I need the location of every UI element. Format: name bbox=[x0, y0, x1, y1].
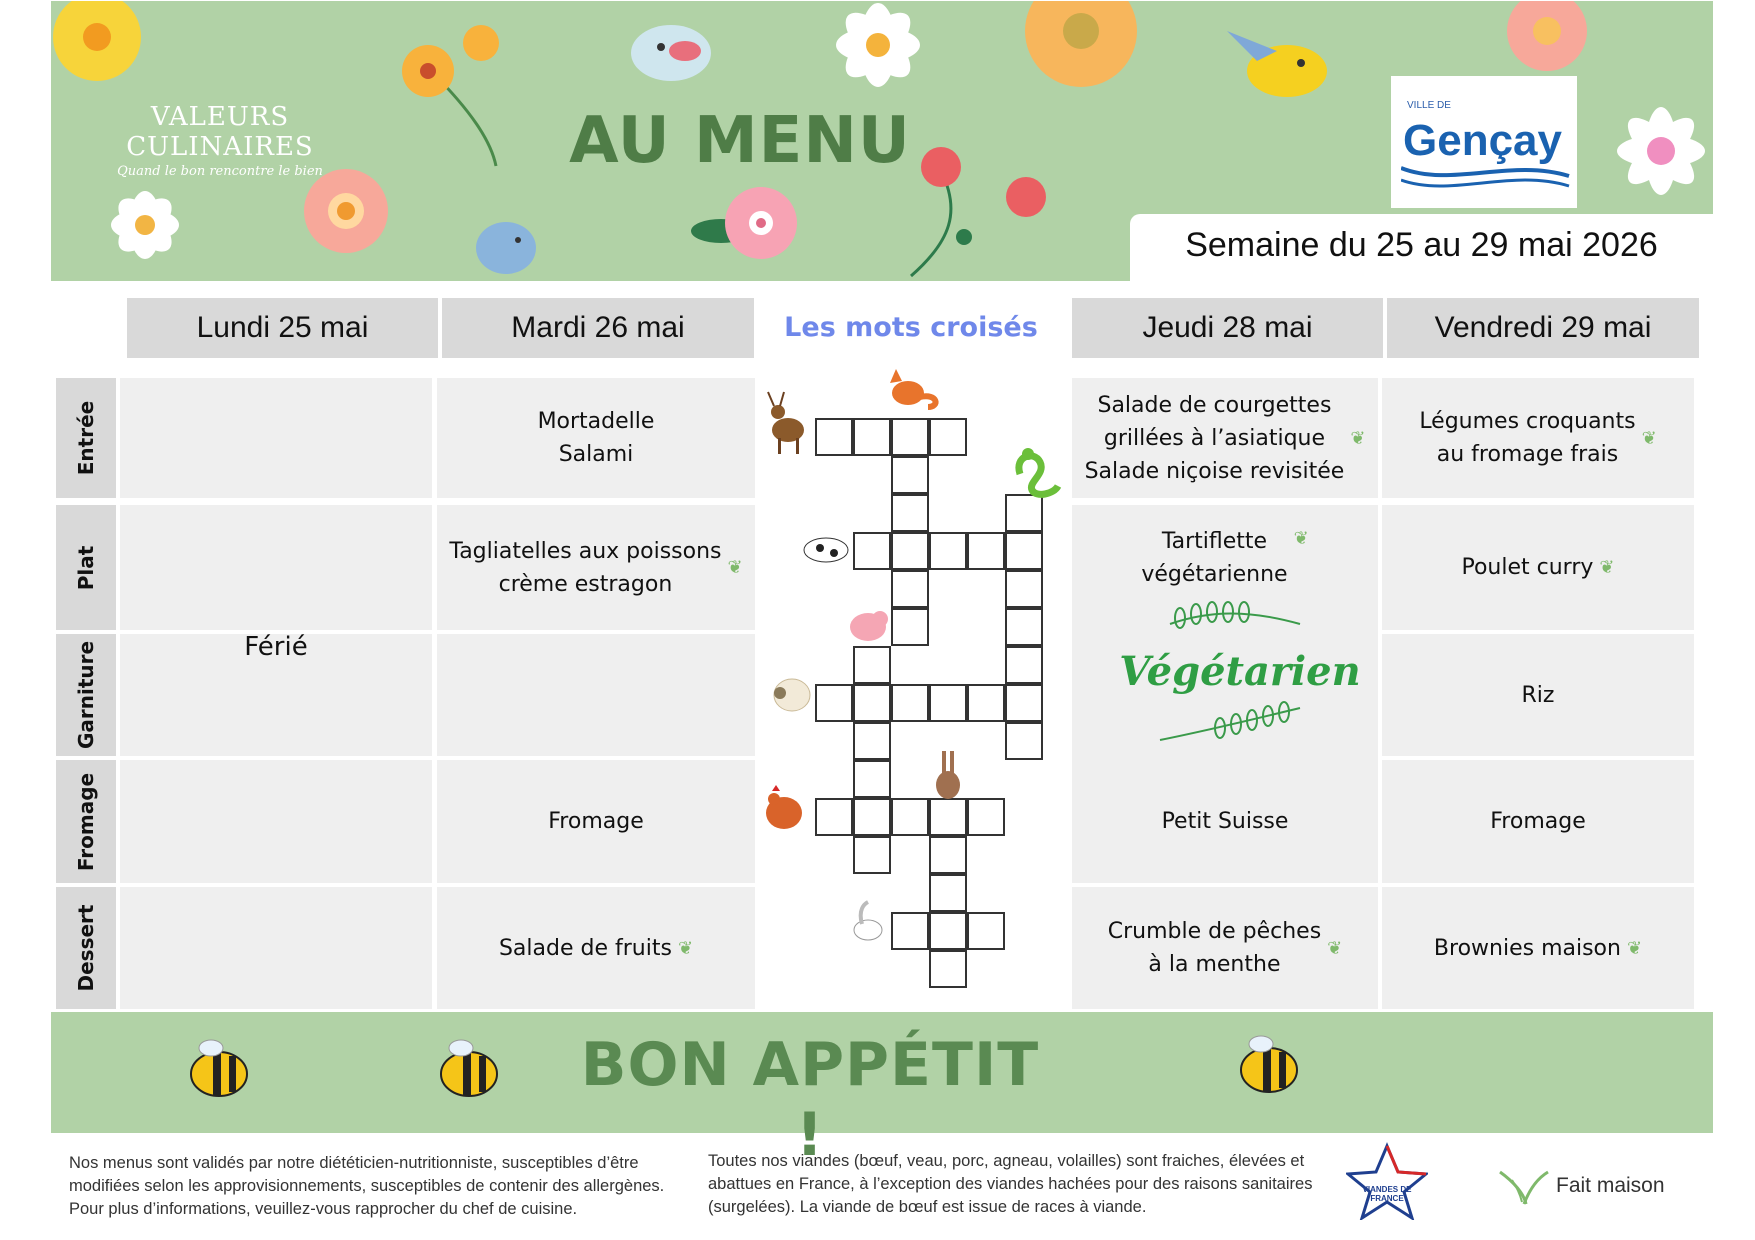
sun-flower-icon bbox=[53, 1, 141, 81]
vendredi-plat: Poulet curry ❦ bbox=[1382, 505, 1694, 630]
vendredi-fromage: Fromage bbox=[1382, 760, 1694, 883]
footnote-right: Toutes nos viandes (bœuf, veau, porc, agneau, volailles) sont fraiches, élevées et abattues en France, à l’exception des viandes hachées pour des raisons sanitaires (surgelées). La viande de bœuf est issue de races à viande. bbox=[708, 1152, 1313, 1216]
jeudi-dessert: Crumble de pêches à la menthe ❦ bbox=[1072, 887, 1378, 1009]
fait-maison-legend-icon bbox=[1494, 1164, 1550, 1208]
vendredi-garniture: Riz bbox=[1382, 634, 1694, 756]
fait-maison-icon: ❦ bbox=[1641, 427, 1657, 449]
row-label-plat: Plat bbox=[56, 505, 116, 630]
goose-icon bbox=[854, 902, 882, 940]
bee-icon bbox=[1241, 1036, 1297, 1092]
bon-appetit: BON APPÉTIT ! bbox=[580, 1030, 1040, 1170]
vdf-text: VIANDES DE FRANCE bbox=[1362, 1185, 1412, 1203]
snake-icon bbox=[1019, 448, 1058, 494]
blue-bird-icon bbox=[476, 222, 536, 274]
row-label-entree: Entrée bbox=[56, 378, 116, 498]
vendredi-entree: Légumes croquants au fromage frais ❦ bbox=[1382, 378, 1694, 498]
divider bbox=[120, 883, 432, 887]
day-header-lundi: Lundi 25 mai bbox=[127, 298, 438, 358]
row-label-dessert: Dessert bbox=[56, 887, 116, 1009]
day-header-jeudi: Jeudi 28 mai bbox=[1072, 298, 1383, 358]
day-header-mardi: Mardi 26 mai bbox=[442, 298, 754, 358]
jeudi-plat: Tartiflette végétarienne ❦ bbox=[1072, 505, 1378, 883]
yellow-bird-icon bbox=[1227, 31, 1327, 97]
logo-small-text: VILLE DE bbox=[1407, 100, 1451, 111]
jeudi-fromage: Petit Suisse bbox=[1072, 760, 1378, 883]
star-logo-icon bbox=[1346, 1142, 1428, 1220]
page-title: AU MENU bbox=[569, 104, 911, 178]
right-daisy-icon bbox=[1617, 107, 1705, 195]
logo-name: Gençay bbox=[1403, 116, 1562, 165]
brand-logo bbox=[110, 102, 330, 179]
lundi-column bbox=[120, 378, 432, 1009]
sheep-icon bbox=[774, 679, 810, 711]
row-label-garniture: Garniture bbox=[56, 634, 116, 756]
deer-icon bbox=[768, 392, 804, 454]
right-pink-flower-icon bbox=[1507, 1, 1587, 71]
divider bbox=[120, 756, 432, 760]
cow-icon bbox=[804, 538, 848, 562]
fait-maison-label: Fait maison bbox=[1556, 1174, 1665, 1197]
ferie-label: Férié bbox=[244, 632, 308, 662]
daisy-icon bbox=[110, 190, 181, 261]
wave-icon bbox=[1401, 158, 1571, 188]
pig-icon bbox=[850, 611, 888, 641]
fait-maison-icon: ❦ bbox=[1626, 937, 1643, 959]
crossword-grid bbox=[760, 365, 1070, 1005]
mardi-plat: Tagliatelles aux poissons crème estragon ❦ bbox=[437, 505, 755, 630]
mardi-dessert: Salade de fruits ❦ bbox=[437, 887, 755, 1009]
divider bbox=[120, 498, 432, 505]
viandes-de-france-logo bbox=[1346, 1142, 1428, 1220]
white-flower-icon bbox=[836, 3, 921, 88]
fait-maison-icon: ❦ bbox=[1327, 937, 1343, 959]
fait-maison-icon: ❦ bbox=[1350, 427, 1366, 449]
jeudi-entree: Salade de courgettes grillées à l’asiatique Salade niçoise revisitée ❦ bbox=[1072, 378, 1378, 498]
vegetarian-badge: Végétarien bbox=[1119, 648, 1361, 695]
fox-icon bbox=[890, 369, 936, 407]
orange-flower-icon bbox=[402, 25, 499, 166]
mardi-fromage: Fromage bbox=[437, 760, 755, 883]
crossword-animals bbox=[760, 365, 1070, 1005]
red-flowers-icon bbox=[911, 147, 1046, 276]
day-header-vendredi: Vendredi 29 mai bbox=[1387, 298, 1699, 358]
fait-maison-icon: ❦ bbox=[677, 937, 694, 959]
footnote-left: Nos menus sont validés par notre diététicien-nutritionniste, susceptibles d’être modifiées selon les approvisionnements, susceptibles de contenir des allergènes. Pour plus d’informations, veuillez-vous rapprocher du chef de cuisine. bbox=[69, 1154, 665, 1218]
brand-name: VALEURS CULINAIRES bbox=[126, 102, 314, 162]
mardi-entree: Mortadelle Salami bbox=[437, 378, 755, 498]
vendredi-dessert: Brownies maison ❦ bbox=[1382, 887, 1694, 1009]
mardi-garniture bbox=[437, 634, 755, 756]
bird-icon bbox=[631, 25, 711, 81]
big-orange-flower-icon bbox=[1025, 1, 1137, 87]
fait-maison-icon: ❦ bbox=[1599, 557, 1615, 578]
row-label-fromage: Fromage bbox=[56, 760, 116, 883]
city-logo bbox=[1391, 76, 1577, 208]
pink-flower-icon bbox=[304, 169, 388, 253]
crossword-title: Les mots croisés bbox=[784, 312, 1038, 343]
bee-icon bbox=[191, 1040, 247, 1096]
hen-icon bbox=[766, 785, 802, 829]
fait-maison-icon: ❦ bbox=[1293, 528, 1309, 549]
bee-icon bbox=[441, 1040, 497, 1096]
brand-tagline: Quand le bon rencontre le bien bbox=[117, 164, 323, 179]
rabbit-icon bbox=[936, 751, 960, 799]
pink-leaf-flower-icon bbox=[691, 187, 797, 259]
fait-maison-icon: ❦ bbox=[727, 557, 743, 578]
week-label: Semaine du 25 au 29 mai 2026 bbox=[1185, 226, 1658, 264]
